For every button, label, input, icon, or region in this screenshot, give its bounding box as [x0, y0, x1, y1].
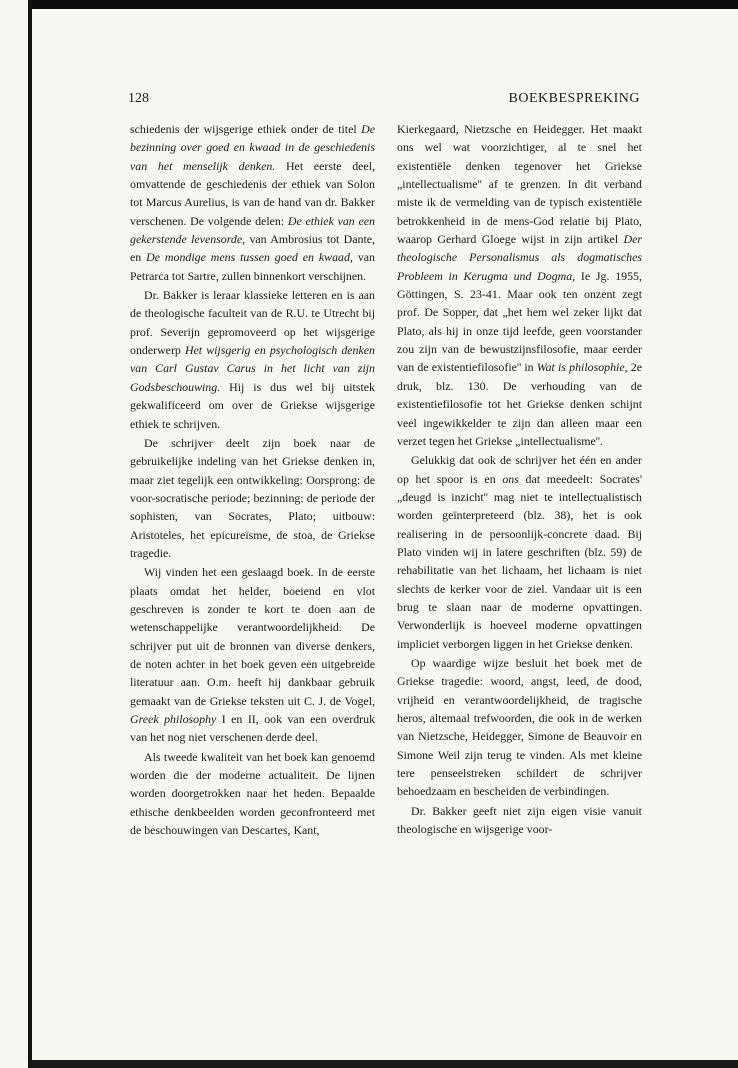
scan-edge-bottom	[30, 1060, 738, 1068]
italic-title: De mondige mens tussen goed en kwaad,	[146, 250, 353, 265]
text-run: Dr. Bakker geeft niet zijn eigen visie vanuit theologische en wijsgerige voor-	[397, 803, 642, 837]
text-run: De schrijver deelt zijn boek naar de gebruikelijke indeling van het Griekse denken in, maar ziet tegelijk een ontwikkeling: Oorsprong: de voor-socratische periode; bezinning: de periode der sophisten, van Socrates, Plato; uitbouw: Aristoteles, het epicureïsme, de stoa, de Griekse tragedie.	[130, 435, 375, 560]
paragraph-r2	[397, 451, 642, 653]
text-run: van Ambrosius tot Dante, en	[130, 232, 375, 265]
text-run: Kierkegaard, Nietzsche en Heidegger. Het maakt ons wel wat voorzichtiger, al te snel het existentiële denken tegenover het Griekse „intellectualisme'' af te grenzen. In dit verband miste ik de vermelding van de typisch existentiële betrokkenheid in de mens-God relatie bij Plato, waarop Gerhard Gloege wijst in zijn artikel	[397, 122, 642, 247]
scan-edge-left	[28, 0, 32, 1068]
paragraph-r4	[397, 802, 642, 839]
text-run: Dr. Bakker is leraar klassieke letteren en is aan de theologische faculteit van de R.U. te Utrecht bij prof. Severijn gepromoveerd op het wijsgerige onderwerp	[130, 288, 375, 358]
paragraph-r3	[397, 654, 642, 801]
page-header	[128, 91, 640, 111]
paragraph-l3	[130, 434, 375, 562]
italic-title: De ethiek van een gekerstende levensorde,	[130, 213, 375, 247]
paragraph-l5	[130, 748, 375, 840]
italic-title: Het wijsgerig en psychologisch denken van Carl Gustav Carus in het licht van zijn Godsbeschouwing.	[130, 343, 375, 394]
text-run: dat meedeelt: Socrates' „deugd is inzicht'' mag niet te intellectualistisch worden geïnterpreteerd (blz. 38), het is ook realisering in de persoonlijk-concrete daad. Bij Plato vinden wij in latere geschriften (blz. 59) de rehabilitatie van het lichaam, het lichaam is niet slechts de kerker voor de ziel. Vandaar uit is een brug te slaan naar de moderne opvattingen. Verwonderlijk is hoeveel moderne opvattingen impliciet verborgen liggen in het Griekse denken.	[397, 471, 642, 651]
text-run: I en II, ook van een overdruk van het nog niet verschenen derde deel.	[130, 712, 376, 745]
italic-title: De bezinning over goed en kwaad in de geschiedenis van het menselijk denken.	[130, 122, 375, 173]
text-run: Als tweede kwaliteit van het boek kan genoemd worden die der moderne actualiteit. De lijnen worden doorgetrokken naar het heden. Bepaalde ethische denkbeelden worden geconfronteerd met de beschouwingen van Descartes, Kant,	[130, 749, 375, 838]
text-run: Ie Jg. 1955, Göttingen, S. 23-41. Maar ook ten onzent zegt prof. De Sopper, dat „het hem wel zeker lijkt dat Plato, als hij in onze tijd leefde, geen voorstander zou zijn van de bewustzijnsfilosofie, maar eerder van de existentiefilosofie'' in	[397, 268, 642, 375]
right-text-column	[397, 120, 642, 838]
text-run: van Petrarca tot Sartre, zullen binnenkort verschijnen.	[130, 250, 375, 283]
italic-title: ons	[502, 471, 519, 486]
italic-title: Greek philosophy	[130, 712, 217, 726]
text-run: Op waardige wijze besluit het boek met de Griekse tragedie: woord, angst, leed, de dood, vrijheid en verantwoordelijkheid, de tragische heros, altemaal trefwoorden, die ook in de werken van Nietzsche, Heidegger, Simone de Beauvoir en Simone Weil zijn terug te vinden. Als met kleine tere penseelstreken schildert de schrijver behoedzaam en bescheiden de verbindingen.	[397, 655, 642, 799]
italic-title: Der theologische Personalismus als dogmatisches Probleem in Kerugma und Dogma,	[397, 232, 642, 283]
page-number: 128	[128, 91, 149, 106]
text-run: Het eerste deel, omvattende de geschiedenis der ethiek van Solon tot Marcus Aurelius, is van de hand van dr. Bakker verschenen. De volgende delen:	[130, 158, 375, 228]
paragraph-l1	[130, 120, 375, 285]
text-run: Gelukkig dat ook de schrijver het één en ander op het spoor is en	[397, 453, 642, 486]
paragraph-l4	[130, 563, 375, 746]
paragraph-l2	[130, 286, 375, 433]
text-run: Hij is dus wel bij uitstek gekwalificeerd om over de Griekse wijsgerige ethiek te schrijven.	[130, 379, 375, 431]
scan-edge-top	[30, 0, 738, 9]
text-run: schiedenis der wijsgerige ethiek onder de titel	[130, 122, 362, 136]
text-run: 2e druk, blz. 130. De verhouding van de existentiefilosofie tot het Griekse denken schijnt veel ingewikkelder te zijn dan alleen maar een verzet tegen het Griekse „intellectualisme''.	[397, 360, 642, 448]
text-run: Wij vinden het een geslaagd boek. In de eerste plaats omdat het helder, boeiend en vlot geschreven is zonder te kort te doen aan de wetenschappelijke verantwoordelijkheid. De schrijver put uit de bronnen van diverse denkers, de noten achter in het boek geven een uitgebreide literatuur aan. O.m. heeft hij dankbaar gebruik gemaakt van de Griekse teksten uit C. J. de Vogel,	[130, 565, 375, 708]
italic-title: Wat is philosophie,	[536, 360, 628, 375]
paragraph-r1	[397, 120, 642, 450]
left-text-column	[130, 120, 375, 839]
running-head: BOEKBESPREKING	[508, 91, 640, 106]
